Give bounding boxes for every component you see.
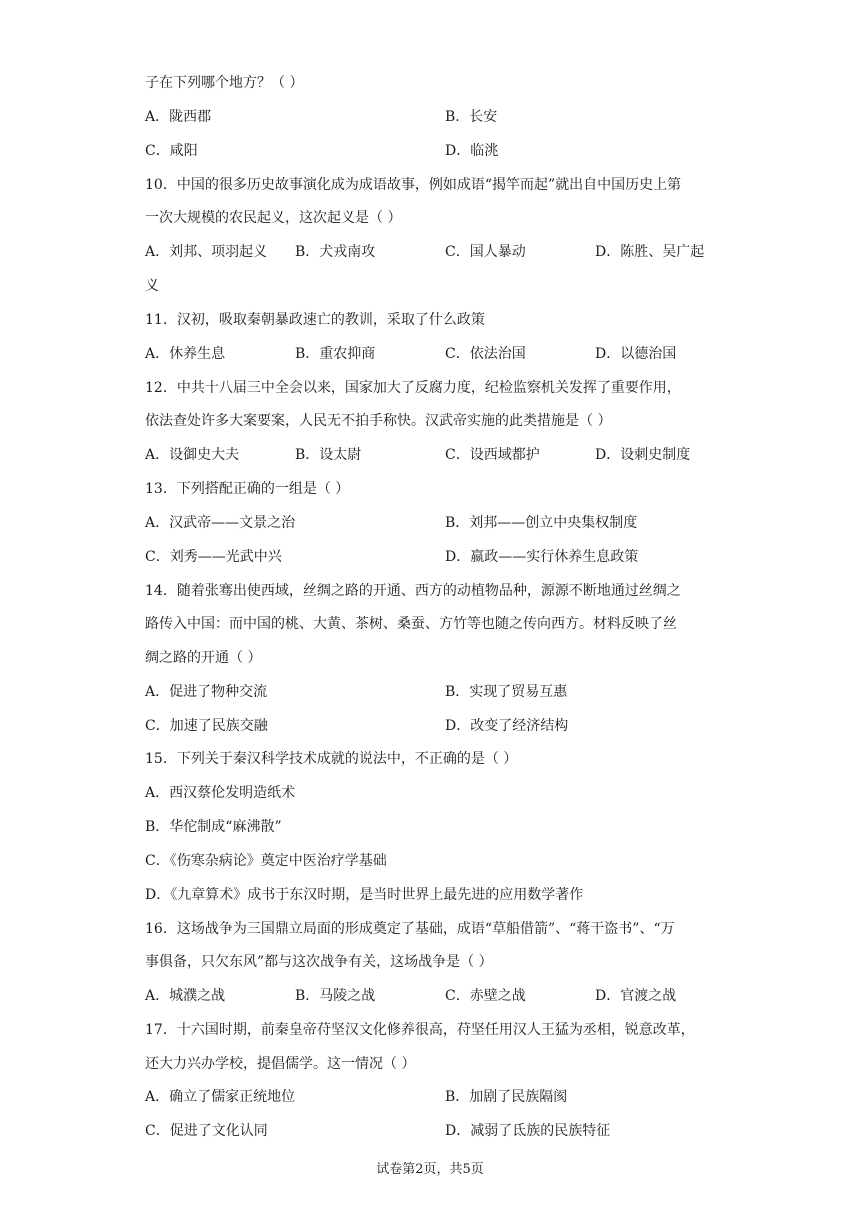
q9-option-d: D．临洮 (445, 143, 499, 159)
q14-stem-line-2: 路传入中国：而中国的桃、大黄、茶树、桑蚕、方竹等也随之传向西方。材料反映了丝 (145, 616, 677, 632)
q10-option-b: B．犬戎南攻 (295, 244, 376, 260)
q17-stem-line-2: 还大力兴办学校，提倡儒学。这一情况（ ） (145, 1056, 416, 1072)
q12-stem-line-2: 依法查处许多大案要案，人民无不拍手称快。汉武帝实施的此类措施是（ ） (145, 413, 612, 429)
q9-option-b: B．长安 (445, 109, 498, 125)
q14-option-b: B．实现了贸易互惠 (445, 684, 568, 700)
q10-stem-line-2: 一次大规模的农民起义，这次起义是（ ） (145, 210, 402, 226)
q15-stem: 15．下列关于秦汉科学技术成就的说法中，不正确的是（ ） (145, 751, 518, 767)
q11-option-b: B．重农抑商 (295, 346, 376, 362)
q11-option-a: A．休养生息 (145, 346, 226, 362)
q17-option-c: C．促进了文化认同 (145, 1123, 268, 1139)
q17-option-b: B．加剧了民族隔阂 (445, 1089, 568, 1105)
q9-option-a: A．陇西郡 (145, 109, 212, 125)
q14-stem-line-1: 14．随着张骞出使西域，丝绸之路的开通、西方的动植物品种，源源不断地通过丝绸之 (145, 583, 681, 599)
page-footer: 试卷第2页，共5页 (376, 1162, 484, 1177)
q10-option-d-wrap: 义 (145, 278, 159, 294)
q16-stem-line-1: 16．这场战争为三国鼎立局面的形成奠定了基础，成语“草船借箭”、“蒋干盗书”、“万 (145, 921, 675, 937)
q13-option-d: D．嬴政——实行休养生息政策 (445, 549, 639, 565)
q15-option-b: B．华佗制成“麻沸散” (145, 819, 282, 835)
q17-stem-line-1: 17．十六国时期，前秦皇帝苻坚汉文化修养很高，苻坚任用汉人王猛为丞相，锐意改革， (145, 1022, 695, 1038)
q14-option-d: D．改变了经济结构 (445, 718, 569, 734)
q16-option-b: B．马陵之战 (295, 988, 376, 1004)
q16-option-d: D．官渡之战 (595, 988, 677, 1004)
q12-option-c: C．设西域都护 (445, 447, 540, 463)
q11-option-c: C．依法治国 (445, 346, 526, 362)
q10-stem-line-1: 10．中国的很多历史故事演化成为成语故事，例如成语“揭竿而起”就出自中国历史上第 (145, 177, 682, 193)
q13-stem: 13．下列搭配正确的一组是（ ） (145, 481, 350, 497)
q17-option-d: D．减弱了氐族的民族特征 (445, 1123, 611, 1139)
q14-stem-line-3: 绸之路的开通（ ） (145, 650, 262, 666)
q16-option-a: A．城濮之战 (145, 988, 226, 1004)
q14-option-c: C．加速了民族交融 (145, 718, 268, 734)
q15-option-a: A．西汉蔡伦发明造纸术 (145, 785, 296, 801)
q13-option-c: C．刘秀——光武中兴 (145, 549, 282, 565)
q14-option-a: A．促进了物种交流 (145, 684, 268, 700)
q13-option-b: B．刘邦——创立中央集权制度 (445, 515, 638, 531)
q16-option-c: C．赤壁之战 (445, 988, 526, 1004)
q12-option-d: D．设刺史制度 (595, 447, 691, 463)
q9-stem-continuation: 子在下列哪个地方？（ ） (145, 75, 304, 91)
q12-stem-line-1: 12．中共十八届三中全会以来，国家加大了反腐力度，纪检监察机关发挥了重要作用， (145, 380, 681, 396)
q10-option-d: D．陈胜、吴广起 (595, 244, 705, 260)
q12-option-b: B．设太尉 (295, 447, 362, 463)
q9-option-c: C．咸阳 (145, 143, 198, 159)
q17-option-a: A．确立了儒家正统地位 (145, 1089, 296, 1105)
q16-stem-line-2: 事俱备，只欠东风”都与这次战争有关，这场战争是（ ） (145, 954, 493, 970)
q13-option-a: A．汉武帝——文景之治 (145, 515, 296, 531)
q15-option-d: D．《九章算术》成书于东汉时期，是当时世界上最先进的应用数学著作 (145, 887, 584, 903)
q11-option-d: D．以德治国 (595, 346, 677, 362)
q15-option-c: C．《伤寒杂病论》奠定中医治疗学基础 (145, 853, 387, 869)
q12-option-a: A．设御史大夫 (145, 447, 240, 463)
q10-option-c: C．国人暴动 (445, 244, 526, 260)
q10-option-a: A．刘邦、项羽起义 (145, 244, 268, 260)
q11-stem: 11．汉初，吸取秦朝暴政速亡的教训，采取了什么政策 (145, 312, 485, 328)
